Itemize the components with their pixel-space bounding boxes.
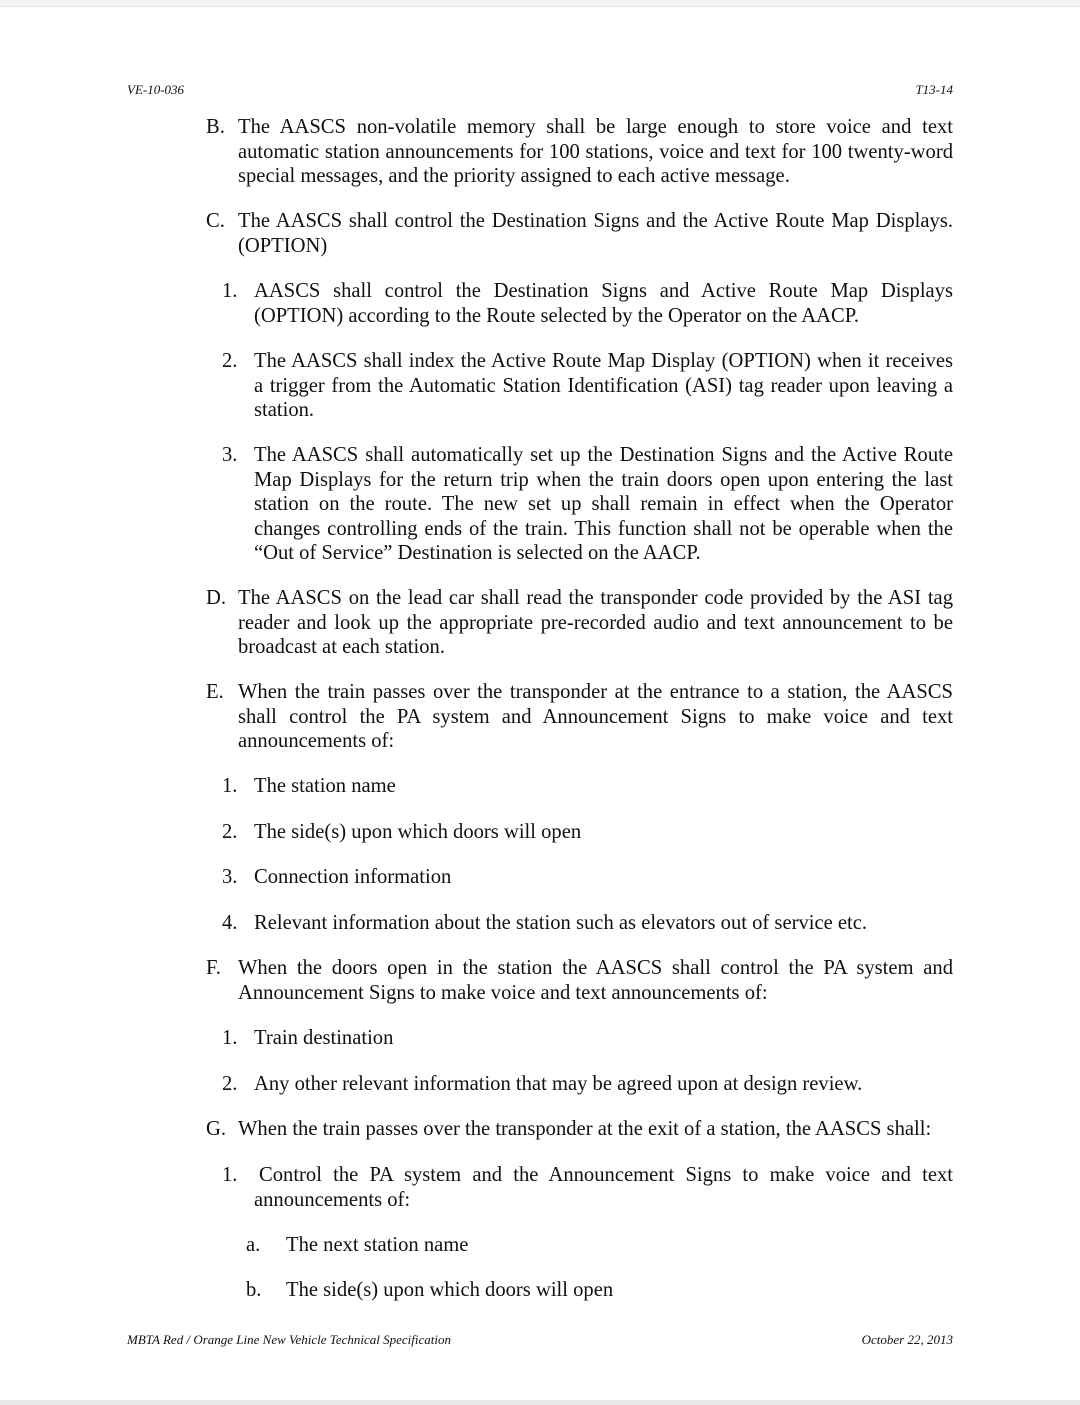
subitem-text: AASCS shall control the Destination Signs and Active Route Map Displays (OPTION) according to the Route selected by the Operator on the AACP. xyxy=(254,280,953,327)
subitem-label: 2. xyxy=(222,1073,238,1095)
section-text: The AASCS shall control the Destination Signs and the Active Route Map Displays. (OPTION) xyxy=(238,210,953,257)
subitem-label: 1. xyxy=(222,775,238,797)
footer-title: MBTA Red / Orange Line New Vehicle Technical Specification xyxy=(127,1332,451,1347)
subitem-label: 4. xyxy=(222,912,238,934)
subitem-f-1 xyxy=(222,1026,953,1051)
section-label: C. xyxy=(206,210,225,232)
section-c xyxy=(206,209,953,258)
section-b xyxy=(206,115,953,189)
subitem-c-1 xyxy=(222,279,953,328)
subitem-g-1 xyxy=(222,1163,953,1212)
header-doc-id: VE-10-036 xyxy=(127,82,185,97)
section-label: E. xyxy=(206,681,224,703)
subitem-text: The next station name xyxy=(286,1234,469,1256)
subitem-f-2 xyxy=(222,1072,953,1097)
section-text: When the train passes over the transponder at the entrance to a station, the AASCS shall control the PA system and Announcement Signs to make voice and text announcements of: xyxy=(238,681,953,753)
section-e xyxy=(206,680,953,754)
section-text: When the train passes over the transponder at the exit of a station, the AASCS shall: xyxy=(238,1118,932,1140)
subitem-label: 1. xyxy=(222,1027,238,1049)
section-g xyxy=(206,1117,953,1142)
section-label: F. xyxy=(206,957,221,979)
subitem-text: The AASCS shall automatically set up the Destination Signs and the Active Route Map Displays for the return trip when the train doors open upon entering the last station on the route. The new set up shall remain in effect when the Operator changes controlling ends of the train. This function shall not be operable when the “Out of Service” Destination is selected on the AACP. xyxy=(254,444,953,565)
subitem-text: Control the PA system and the Announcement Signs to make voice and text announcements of: xyxy=(254,1164,953,1211)
subitem-text: Relevant information about the station such as elevators out of service etc. xyxy=(254,912,868,934)
section-label: B. xyxy=(206,116,225,138)
subitem-c-3 xyxy=(222,443,953,566)
section-d xyxy=(206,586,953,660)
header-page-id: T13-14 xyxy=(915,82,953,97)
section-f xyxy=(206,956,953,1005)
subitem-label: 2. xyxy=(222,821,238,843)
section-text: When the doors open in the station the AASCS shall control the PA system and Announcement Signs to make voice and text announcements of: xyxy=(238,957,953,1004)
section-label: D. xyxy=(206,587,227,609)
subitem-c-2 xyxy=(222,349,953,423)
subitem-label: 1. xyxy=(222,280,238,302)
subitem-g-1-b xyxy=(246,1278,953,1303)
subitem-e-1 xyxy=(222,774,953,799)
subitem-text: Any other relevant information that may be agreed upon at design review. xyxy=(254,1073,863,1095)
subitem-e-4 xyxy=(222,911,953,936)
subitem-label: 1. xyxy=(222,1164,238,1186)
subitem-label: 3. xyxy=(222,866,238,888)
subitem-label: 3. xyxy=(222,444,238,466)
subitem-text: The side(s) upon which doors will open xyxy=(254,821,582,843)
section-text: The AASCS on the lead car shall read the transponder code provided by the ASI tag reader and look up the appropriate pre-recorded audio and text announcement to be broadcast at each station. xyxy=(238,587,953,659)
footer-date: October 22, 2013 xyxy=(861,1332,953,1347)
top-border xyxy=(0,0,1080,7)
subitem-label: b. xyxy=(246,1279,262,1301)
subitem-g-1-a xyxy=(246,1233,953,1258)
subitem-text: The AASCS shall index the Active Route Map Display (OPTION) when it receives a trigger from the Automatic Station Identification (ASI) tag reader upon leaving a station. xyxy=(254,350,953,422)
subitem-text: The side(s) upon which doors will open xyxy=(286,1279,614,1301)
subitem-text: Connection information xyxy=(254,866,452,888)
subitem-e-3 xyxy=(222,865,953,890)
section-text: The AASCS non-volatile memory shall be large enough to store voice and text automatic station announcements for 100 stations, voice and text for 100 twenty-word special messages, and the priority assigned to each active message. xyxy=(238,116,953,188)
bottom-border xyxy=(0,1400,1080,1405)
subitem-e-2 xyxy=(222,820,953,845)
subitem-label: 2. xyxy=(222,350,238,372)
section-label: G. xyxy=(206,1118,227,1140)
subitem-text: Train destination xyxy=(254,1027,394,1049)
subitem-text: The station name xyxy=(254,775,396,797)
subitem-label: a. xyxy=(246,1234,261,1256)
